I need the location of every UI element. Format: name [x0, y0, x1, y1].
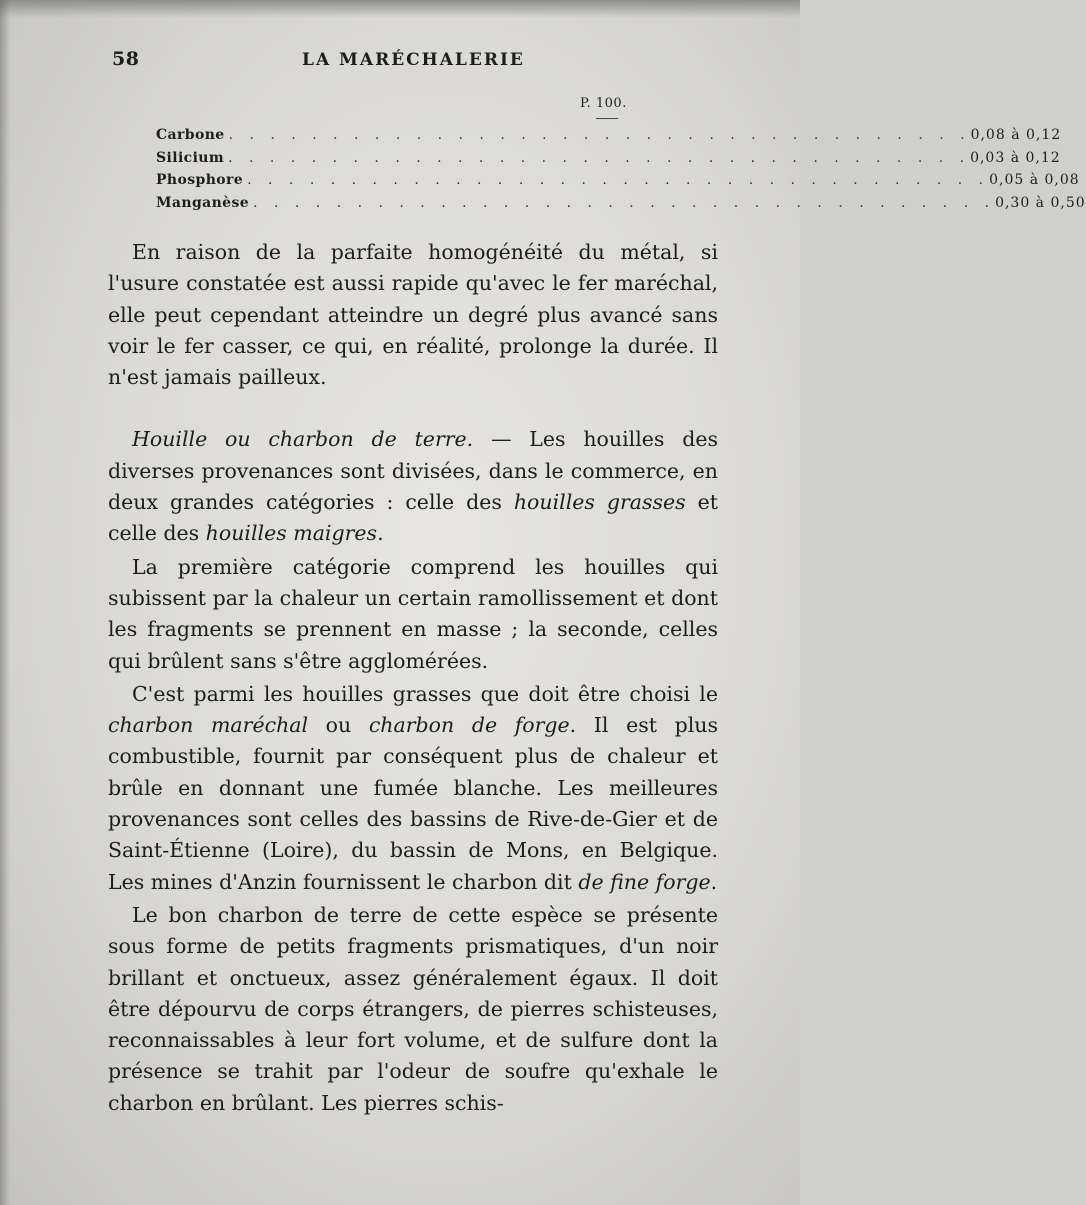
page-header [112, 48, 720, 76]
element-value: 0,08 à 0,12 [970, 127, 1062, 143]
composition-row [156, 194, 1086, 218]
leader-dots: . . . . . . . . . . . . . . . . . . . . . . . . . . . . . . . . . . . . [253, 194, 996, 211]
leader-dots: . . . . . . . . . . . . . . . . . . . . . . . . . . . . . . . . . . . . [228, 149, 971, 166]
element-value: 0,30 à 0,50 [995, 194, 1086, 211]
italic-run: de fine forge [578, 869, 711, 894]
page-number: 58 [112, 48, 140, 70]
element-name: Silicium [156, 149, 225, 166]
body-text [108, 237, 718, 1119]
element-name: Carbone [156, 127, 225, 143]
composition-unit-label: P. 100. [580, 96, 627, 111]
element-name: Phosphore [156, 172, 244, 188]
text-run: . Il est plus combustible, fournit par conséquent plus de chaleur et brûle en donnant une fumée blanche. Les meilleures provenances sont celles des bassins de Rive-de-Gier et de Saint-Étienne (Loire), du bassin de Mons, en Belgique. Les mines d'Anzin fournissent le charbon dit [108, 713, 718, 894]
leader-dots: . . . . . . . . . . . . . . . . . . . . . . . . . . . . . . . . . . . . [228, 127, 971, 143]
paragraph-bon-charbon: Le bon charbon de terre de cette espèce se présente sous forme de petits fragments prismatiques, d'un noir brillant et onctueux, assez généralement égaux. Il doit être dépourvu de corps étrangers, de pierres schisteuses, reconnaissables à leur fort volume, et de sulfure dont la présence se trahit par l'odeur de soufre qu'exhale le charbon en brûlant. Les pierres schis- [108, 902, 718, 1115]
element-name: Manganèse [156, 194, 250, 211]
composition-row [156, 172, 1080, 195]
italic-run: houilles maigres [205, 521, 378, 546]
paragraph-houille [108, 424, 718, 549]
section-heading: Houille ou charbon de terre. [132, 427, 474, 452]
text-run: — Les houilles des diverses provenances sont divisées, dans le commerce, en deux grandes catégories : celle des [108, 427, 718, 515]
running-title: LA MARÉCHALERIE [302, 50, 525, 70]
text-run: . [377, 521, 384, 546]
element-value: 0,05 à 0,08 [989, 172, 1080, 188]
leader-dots: . . . . . . . . . . . . . . . . . . . . . . . . . . . . . . . . . . . . [247, 172, 990, 188]
composition-table [156, 127, 1086, 217]
page-top-shadow [0, 0, 800, 18]
text-run: . [710, 869, 718, 894]
text-run: ou [308, 713, 369, 738]
paragraph-categories: La première catégorie comprend les houilles qui subissent par la chaleur un certain ramollissement et dont les fragments se prennent en masse ; la seconde, celles qui brûlent sans s'être agglomérées. [108, 554, 718, 673]
paragraph-charbon-marechal [108, 679, 718, 898]
paragraph-homogeneity: En raison de la parfaite homogénéité du métal, si l'usure constatée est aussi rapide qu'avec le fer maréchal, elle peut cependant atteindre un degré plus avancé sans voir le fer casser, ce qui, en réalité, prolonge la durée. Il n'est jamais pailleux. [108, 240, 718, 390]
element-value: 0,03 à 0,12 [970, 149, 1061, 166]
composition-row [156, 149, 1061, 173]
text-run: et celle des [108, 490, 718, 546]
italic-run: houilles grasses [513, 490, 686, 515]
italic-run: charbon maréchal [108, 713, 309, 738]
italic-run: charbon de forge [368, 713, 570, 738]
unit-underline [596, 118, 618, 119]
page-left-shadow [0, 0, 10, 1205]
composition-row [156, 127, 1062, 150]
text-run: C'est parmi les houilles grasses que doit être choisi le [132, 681, 718, 706]
